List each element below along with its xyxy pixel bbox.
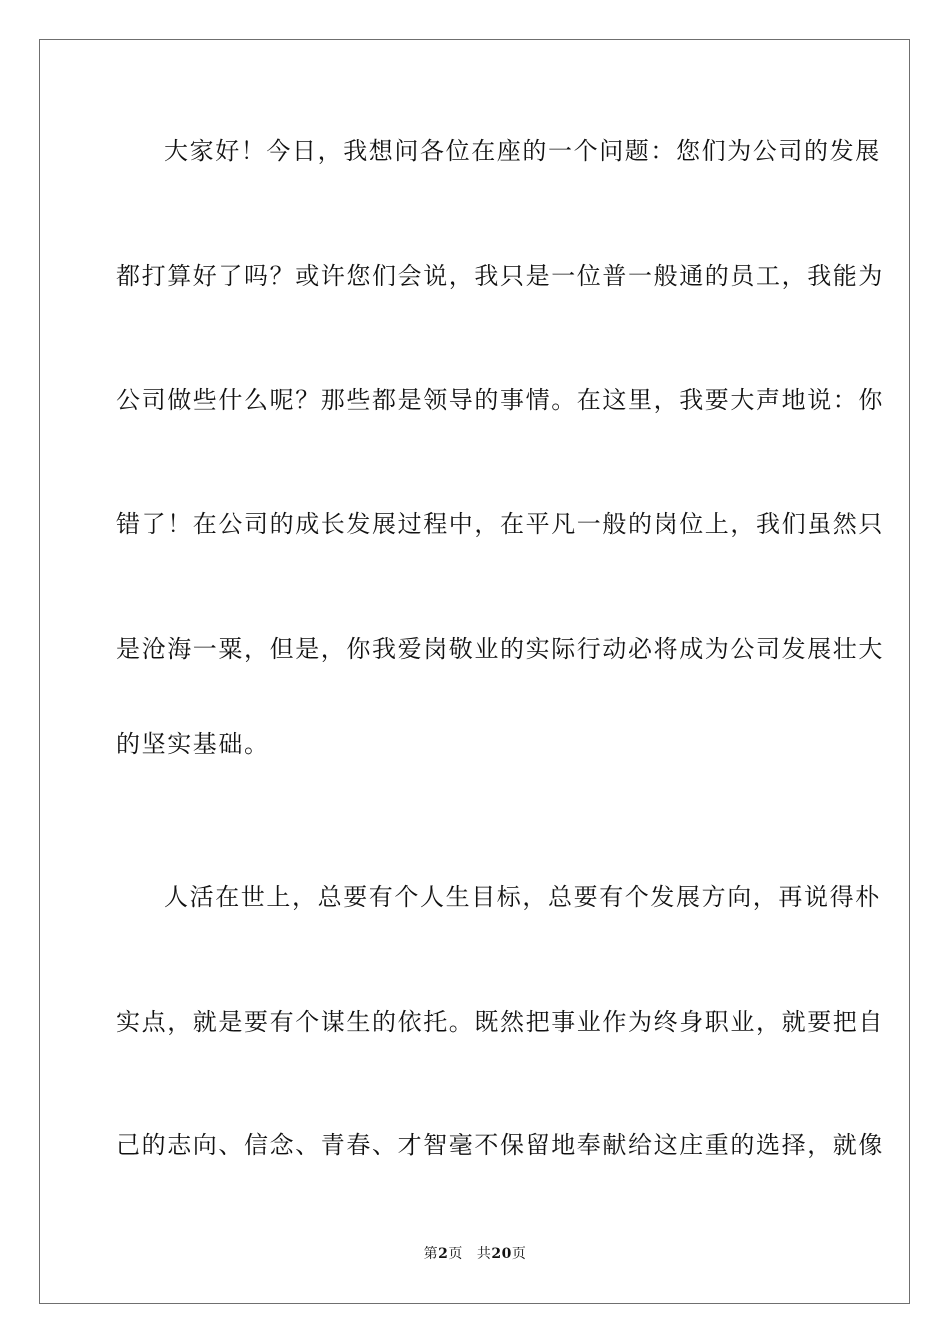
paragraph-2-line-3: 己的志向、信念、青春、才智毫不保留地奉献给这庄重的选择，就像 (116, 1131, 884, 1159)
footer-page-prefix: 第 (423, 1246, 439, 1262)
footer-total-pages: 20 (491, 1246, 512, 1262)
page-footer (0, 1244, 950, 1264)
paragraph-1-line-4: 错了！在公司的成长发展过程中，在平凡一般的岗位上，我们虽然只 (116, 510, 884, 538)
paragraph-1-line-5: 是沧海一粟，但是，你我爱岗敬业的实际行动必将成为公司发展壮大 (116, 635, 884, 663)
paragraph-2-line-2: 实点，就是要有个谋生的依托。既然把事业作为终身职业，就要把自 (116, 1008, 884, 1036)
footer-current-page: 2 (438, 1246, 449, 1262)
paragraph-1-line-2: 都打算好了吗？或许您们会说，我只是一位普一般通的员工，我能为 (116, 262, 884, 290)
footer-total-unit: 页 (511, 1246, 527, 1262)
paragraph-1-line-1: 大家好！今日，我想问各位在座的一个问题：您们为公司的发展 (164, 137, 881, 165)
page-border (39, 39, 910, 1304)
paragraph-1-line-6: 的坚实基础。 (116, 730, 270, 758)
footer-total-prefix: 共 (476, 1246, 492, 1262)
footer-page-unit: 页 (448, 1246, 463, 1262)
paragraph-2-line-1: 人活在世上，总要有个人生目标，总要有个发展方向，再说得朴 (164, 883, 881, 911)
paragraph-1-line-3: 公司做些什么呢？那些都是领导的事情。在这里，我要大声地说：你 (116, 386, 884, 414)
